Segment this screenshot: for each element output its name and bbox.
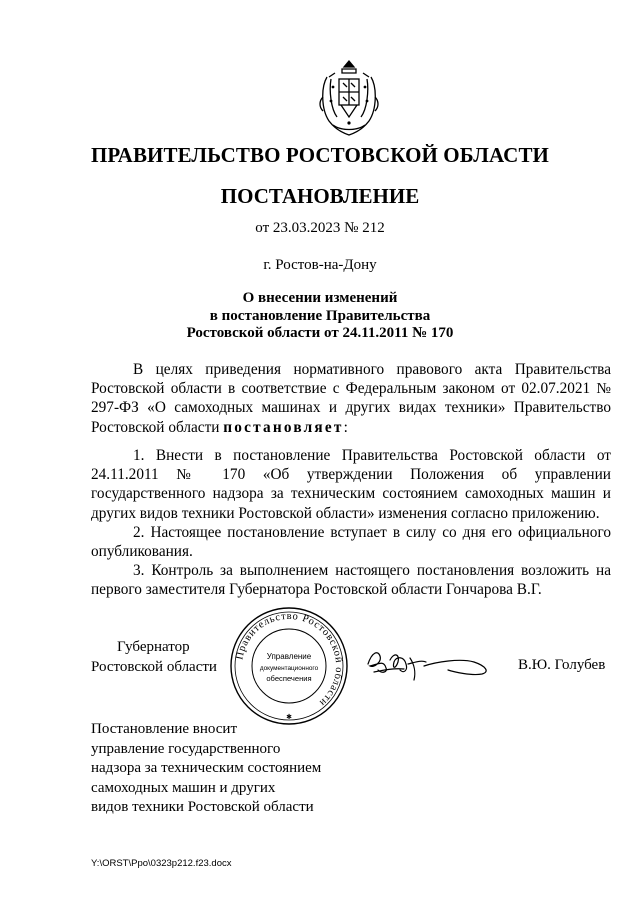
note-line: видов техники Ростовской области	[91, 799, 314, 816]
preamble-text: В целях приведения нормативного правового акта Правительства Ростовской области в соответствие с Федеральным законом от 02.07.2021 № 297-ФЗ «О самоходных машинах и других видах техники» Правительство Ростовской области	[91, 361, 611, 436]
clause-item: 1. Внести в постановление Правительства Ростовской области от 24.11.2011 № 170 «Об утверждении Положения об управлении государственного надзора за техническим состоянием самоходных машин и других видов техники Ростовской области» изменения согласно приложению.	[91, 447, 611, 522]
seal-inner-line: Управление	[266, 652, 312, 661]
organization-title: ПРАВИТЕЛЬСТВО РОСТОВСКОЙ ОБЛАСТИ	[91, 143, 549, 167]
seal-inner-line: обеспечения	[266, 674, 312, 683]
date-number: от 23.03.2023 № 212	[255, 220, 385, 236]
clause-item: 3. Контроль за выполнением настоящего постановления возложить на первого заместителя Губернатора Ростовской области Гончарова В.Г.	[91, 562, 611, 599]
seal-outer-text: Правительство Ростовской области	[234, 610, 345, 709]
clauses	[91, 446, 611, 600]
seal-inner-line: документационного	[259, 665, 319, 672]
subject-line: Ростовской области от 24.11.2011 № 170	[186, 325, 454, 341]
position-line: Губернатор	[117, 639, 190, 655]
document-type: ПОСТАНОВЛЕНИЕ	[220, 184, 420, 208]
document-subject	[0, 290, 640, 343]
submitter-note	[91, 720, 321, 818]
preamble-tail: :	[343, 418, 348, 436]
decree-word: постановляет	[223, 418, 344, 436]
note-line: самоходных машин и других	[91, 779, 276, 796]
clause-item: 2. Настоящее постановление вступает в силу со дня его официального опубликования.	[91, 523, 611, 561]
preamble	[91, 360, 611, 437]
file-path-footer: Y:\ORST\Ppo\0323p212.f23.docx	[91, 858, 232, 869]
handwritten-signature-icon	[364, 642, 496, 684]
city: г. Ростов-на-Дону	[263, 257, 377, 273]
subject-line: О внесении изменений	[242, 290, 398, 306]
position-line: Ростовской области	[91, 658, 217, 675]
note-line: Постановление вносит	[91, 721, 238, 737]
subject-line: в постановление Правительства	[209, 307, 431, 324]
coat-of-arms-icon	[315, 57, 383, 139]
official-seal-icon	[229, 606, 349, 726]
signatory-position	[91, 638, 217, 677]
svg-text:✱: ✱	[286, 713, 292, 721]
note-line: управление государственного	[91, 740, 281, 757]
note-line: надзора за техническим состоянием	[91, 760, 322, 777]
signatory-name: В.Ю. Голубев	[518, 657, 606, 673]
